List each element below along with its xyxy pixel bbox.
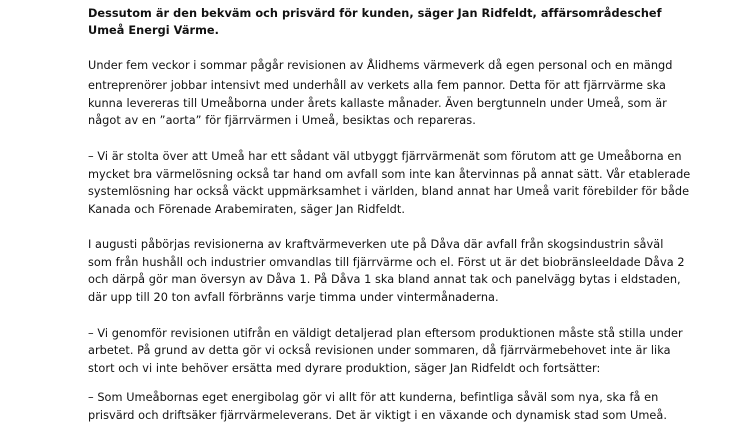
paragraph-line: arbetet. På grund av detta gör vi också revisionen under sommaren, då fjärrvärmebehovet inte är lika bbox=[88, 344, 671, 357]
paragraph-line: kunna levereras till Umeåborna under årets kallaste månader. Även bergtunneln under Umeå, som är bbox=[88, 97, 667, 110]
intro-line: Dessutom är den bekväm och prisvärd för kunden, säger Jan Ridfeldt, affärsområdeschef bbox=[88, 7, 662, 20]
paragraph-line: prisvärd och driftsäker fjärrvärmeleverans. Det är viktigt i en växande och dynamisk stad som Umeå. bbox=[88, 409, 668, 422]
paragraph-line: stort och vi inte behöver ersätta med dyrare produktion, säger Jan Ridfeldt och fortsätter: bbox=[88, 362, 601, 375]
paragraph-line: – Vi är stolta över att Umeå har ett sådant väl utbyggt fjärrvärmenät som förutom att ge Umeåborna en bbox=[88, 150, 682, 163]
paragraph-line: Kanada och Förenade Arabemiraten, säger Jan Ridfeldt. bbox=[88, 203, 406, 216]
paragraph-line: mycket bra värmelösning också tar hand om avfall som inte kan återvinnas på annat sätt. Vår etablerade bbox=[88, 168, 691, 181]
intro-line: Umeå Energi Värme. bbox=[88, 24, 219, 37]
paragraph-line: systemlösning har också väckt uppmärksamhet i världen, bland annat har Umeå varit förebilder för både bbox=[88, 185, 690, 198]
paragraph-line: och därpå gör man översyn av Dåva 1. På Dåva 1 ska bland annat tak och panelvägg bytas i eldstaden, bbox=[88, 273, 681, 286]
paragraph-line: något av en ”aorta” för fjärrvärmen i Umeå, besiktas och repareras. bbox=[88, 114, 476, 127]
paragraph-line: som från hushåll och industrier omvandlas till fjärrvärme och el. Först ut är det biobränsleeldade Dåva 2 bbox=[88, 256, 685, 269]
paragraph-line: I augusti påbörjas revisionerna av kraftvärmeverken ute på Dåva där avfall från skogsindustrin såväl bbox=[88, 238, 664, 251]
paragraph-line: entreprenörer jobbar intensivt med underhåll av verkets alla fem pannor. Detta för att fjärrvärme ska bbox=[88, 79, 667, 92]
paragraph-line: där upp till 20 ton avfall förbränns varje timma under vintermånaderna. bbox=[88, 291, 499, 304]
paragraph-line: – Vi genomför revisionen utifrån en väldigt detaljerad plan eftersom produktionen måste stå stilla under bbox=[88, 327, 683, 340]
paragraph-line: Under fem veckor i sommar pågår revisionen av Ålidhems värmeverk då egen personal och en mängd bbox=[88, 59, 673, 72]
paragraph-line: – Som Umeåbornas eget energibolag gör vi allt för att kunderna, befintliga såväl som nya, ska få en bbox=[88, 391, 659, 404]
